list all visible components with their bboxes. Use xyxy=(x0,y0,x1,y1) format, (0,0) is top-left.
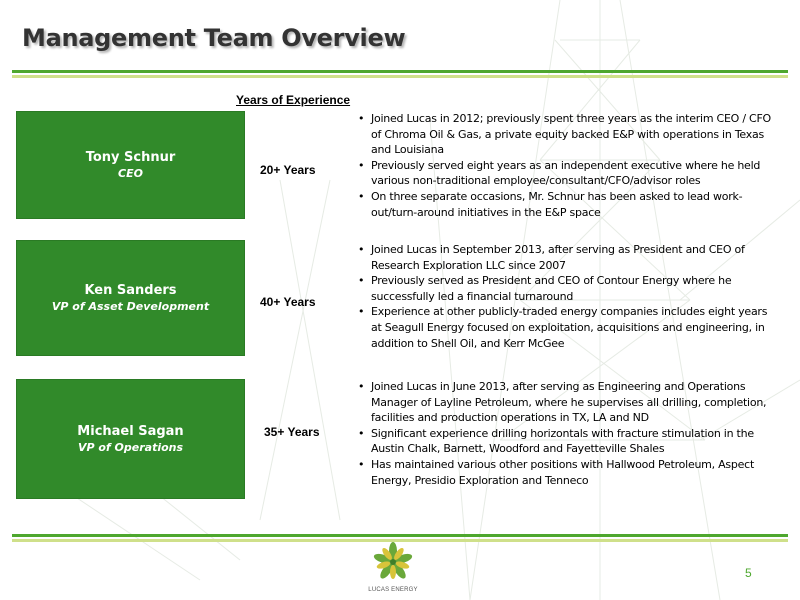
lucas-energy-leaf-logo-icon xyxy=(362,540,424,586)
page-title: Management Team Overview xyxy=(22,24,406,52)
member-card-tony-schnur xyxy=(16,111,245,219)
top-divider xyxy=(12,70,788,78)
list-item: • Has maintained various other positions with Hallwood Petroleum, Aspect Energy, Presidio Exploration and Tenneco xyxy=(358,457,755,487)
years-of-experience-header: Years of Experience xyxy=(236,93,351,107)
list-item: • Joined Lucas in 2012; previously spent three years as the interim CEO / CFO of Chroma Oil & Gas, a private equity backed E&P with operations in Texas and Louisiana xyxy=(358,112,771,157)
list-item: • Joined Lucas in June 2013, after serving as Engineering and Operations Manager of Layline Petroleum, where he supervises all drilling, completion, facilities and production operations in TX, LA and ND xyxy=(358,380,767,425)
member-years: 20+ Years xyxy=(260,163,316,177)
member-bio-list xyxy=(356,242,776,351)
logo-text: LUCAS ENERGY xyxy=(368,587,418,593)
page-number: 5 xyxy=(745,566,752,580)
list-item: • Significant experience drilling horizontals with fracture stimulation in the Austin Chalk, Barnett, Woodford and Fayetteville Shales xyxy=(358,426,754,456)
list-item: • Previously served eight years as an independent executive where he held various non-traditional employee/consultant/CFO/advisor roles xyxy=(358,158,761,188)
list-item: • Previously served as President and CEO of Contour Energy where he successfully led a financial turnaround xyxy=(358,274,732,303)
member-years: 40+ Years xyxy=(260,295,316,309)
list-item: • On three separate occasions, Mr. Schnur has been asked to lead work-out/turn-around initiatives in the E&P space xyxy=(358,189,743,219)
member-role: CEO xyxy=(118,167,143,180)
list-item: • Experience at other publicly-traded energy companies includes eight years at Seagull Energy focused on exploitation, acquisitions and engineering, in addition to Shell Oil, and Kerr McGee xyxy=(358,305,768,350)
member-card-ken-sanders xyxy=(16,240,245,356)
member-role: VP of Operations xyxy=(77,441,184,454)
member-bio-list xyxy=(356,111,776,220)
lucas-energy-logo xyxy=(362,540,424,598)
list-item: • Joined Lucas in September 2013, after serving as President and CEO of Research Exploration LLC since 2007 xyxy=(358,243,745,272)
member-name: Tony Schnur xyxy=(85,150,176,165)
member-role: VP of Asset Development xyxy=(51,300,210,313)
member-bio-list xyxy=(356,379,776,488)
member-name: Ken Sanders xyxy=(84,283,177,298)
member-card-michael-sagan xyxy=(16,379,245,499)
member-name: Michael Sagan xyxy=(77,424,184,439)
member-years: 35+ Years xyxy=(264,425,320,439)
